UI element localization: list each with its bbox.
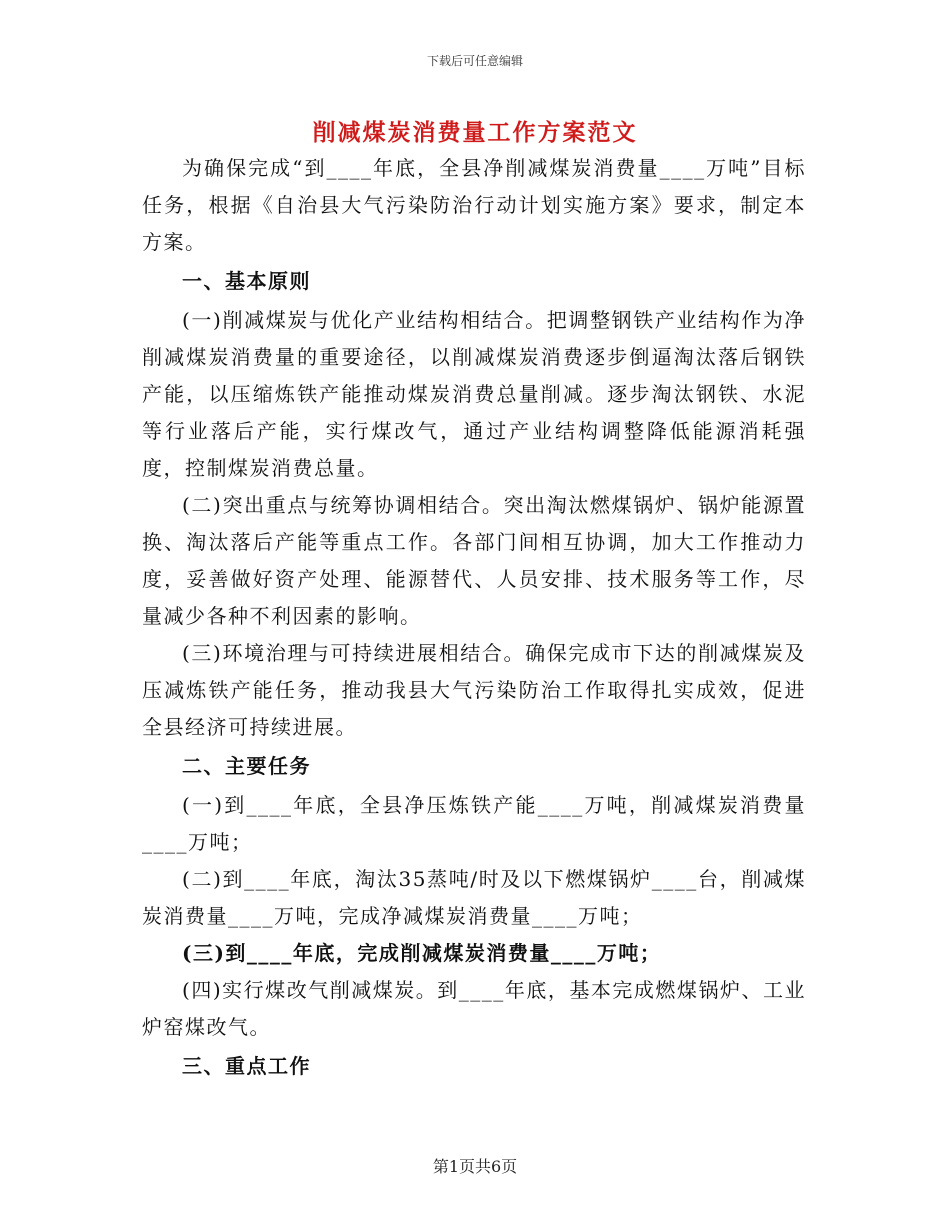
section-heading-tasks: 二、主要任务 [182, 754, 311, 778]
task-paragraph-bold: (三)到____年底，完成削减煤炭消费量____万吨； [182, 941, 662, 965]
principle-paragraph: (三)环境治理与可持续进展相结合。确保完成市下达的削减煤炭及压减炼铁产能任务，推动我县大气污染防治工作取得扎实成效，促进全县经济可持续进展。 [142, 641, 806, 739]
document-body [142, 150, 806, 1087]
principle-paragraph: (二)突出重点与统筹协调相结合。突出淘汰燃煤锅炉、锅炉能源置换、淘汰落后产能等重点工作。各部门间相互协调，加大工作推动力度，妥善做好资产处理、能源替代、人员安排、技术服务等工作，尽量减少各种不利因素的影响。 [142, 493, 806, 628]
principle-paragraph: (一)削减煤炭与优化产业结构相结合。把调整钢铁产业结构作为净削减煤炭消费量的重要途径，以削减煤炭消费逐步倒逼淘汰落后钢铁产能，以压缩炼铁产能推动煤炭消费总量削减。逐步淘汰钢铁、水泥等行业落后产能，实行煤改气，通过产业结构调整降低能源消耗强度，控制煤炭消费总量。 [142, 308, 806, 480]
task-paragraph: (一)到____年底，全县净压炼铁产能____万吨，削减煤炭消费量____万吨； [142, 793, 806, 854]
intro-paragraph: 为确保完成“到____年底，全县净削减煤炭消费量____万吨”目标任务，根据《自治县大气污染防治行动计划实施方案》要求，制定本方案。 [142, 156, 806, 254]
document-title: 削减煤炭消费量工作方案范文 [312, 119, 638, 146]
task-paragraph: (四)实行煤改气削减煤炭。到____年底，基本完成燃煤锅炉、工业炉窑煤改气。 [142, 978, 806, 1039]
section-heading-key-work: 三、重点工作 [182, 1054, 311, 1078]
page-number: 第1页共6页 [432, 1157, 518, 1176]
header-note: 下载后可任意编辑 [426, 54, 523, 68]
section-heading-principles: 一、基本原则 [182, 269, 311, 293]
task-paragraph: (二)到____年底，淘汰35蒸吨/时及以下燃煤锅炉____台，削减煤炭消费量____万吨，完成净减煤炭消费量____万吨； [142, 867, 806, 928]
